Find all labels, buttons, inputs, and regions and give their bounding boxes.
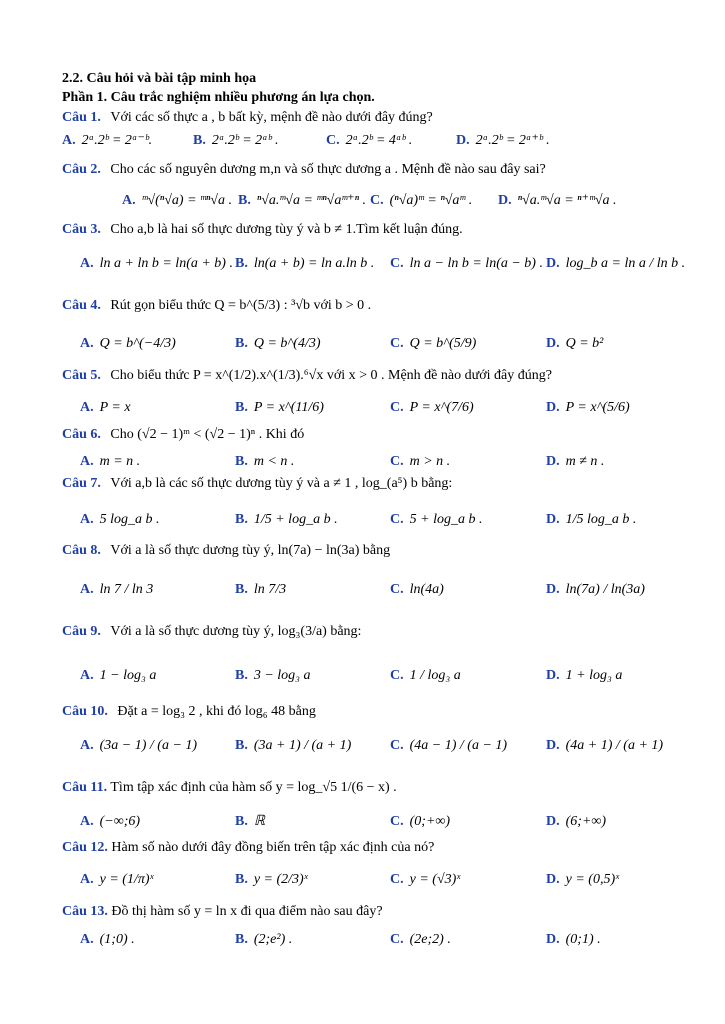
option-d bbox=[456, 133, 550, 149]
option-label: C. bbox=[390, 454, 404, 469]
option-text: m ≠ n . bbox=[565, 454, 605, 469]
option-text: P = x^(5/6) bbox=[565, 400, 630, 415]
option-label: A. bbox=[62, 133, 76, 148]
option-label: D. bbox=[546, 400, 560, 415]
option-a bbox=[80, 932, 135, 948]
option-label: B. bbox=[235, 336, 248, 351]
question-11 bbox=[62, 780, 397, 796]
question-12 bbox=[62, 840, 434, 856]
option-d bbox=[546, 668, 622, 684]
option-a bbox=[62, 133, 152, 149]
question-text: Đặt a = log₃ 2 , khi đó log₆ 48 bằng bbox=[117, 704, 316, 719]
question-label: Câu 12. bbox=[62, 840, 108, 855]
option-d bbox=[546, 872, 619, 888]
question-6 bbox=[62, 427, 304, 443]
option-label: A. bbox=[122, 193, 136, 208]
option-text: 2ᵃ.2ᵇ = 2ᵃᵇ . bbox=[211, 133, 279, 148]
option-text: ln 7 / ln 3 bbox=[99, 582, 154, 597]
option-d bbox=[546, 512, 636, 528]
option-b bbox=[235, 454, 294, 470]
option-d bbox=[546, 814, 606, 830]
option-text: P = x^(11/6) bbox=[253, 400, 324, 415]
option-label: D. bbox=[546, 814, 560, 829]
option-text: y = (0,5)ˣ bbox=[565, 872, 620, 887]
option-label: C. bbox=[390, 932, 404, 947]
option-label: B. bbox=[235, 932, 248, 947]
option-label: D. bbox=[546, 454, 560, 469]
option-label: B. bbox=[235, 738, 248, 753]
option-label: C. bbox=[390, 512, 404, 527]
option-label: B. bbox=[235, 512, 248, 527]
option-label: A. bbox=[80, 814, 94, 829]
option-label: A. bbox=[80, 932, 94, 947]
option-label: A. bbox=[80, 400, 94, 415]
option-label: C. bbox=[390, 738, 404, 753]
question-text: Tìm tập xác định của hàm số y = log_√5 1/(6 − x) . bbox=[110, 780, 397, 795]
option-text: ln 7/3 bbox=[253, 582, 287, 597]
option-d bbox=[546, 738, 663, 754]
question-text: Cho (√2 − 1)ᵐ < (√2 − 1)ⁿ . Khi đó bbox=[110, 427, 305, 442]
option-text: (2e;2) . bbox=[409, 932, 451, 947]
option-label: D. bbox=[546, 738, 560, 753]
option-label: C. bbox=[390, 400, 404, 415]
option-label: B. bbox=[238, 193, 251, 208]
option-text: 3 − log₃ a bbox=[253, 668, 311, 683]
part-heading: Phần 1. Câu trắc nghiệm nhiều phương án lựa chọn. bbox=[62, 90, 375, 105]
option-text: (0;1) . bbox=[565, 932, 601, 947]
option-text: ln(a + b) = ln a.ln b . bbox=[253, 256, 375, 271]
option-b bbox=[235, 336, 321, 352]
option-text: m > n . bbox=[409, 454, 451, 469]
question-label: Câu 9. bbox=[62, 624, 101, 639]
option-label: B. bbox=[235, 872, 248, 887]
option-b bbox=[193, 133, 278, 149]
option-a bbox=[80, 454, 140, 470]
option-label: B. bbox=[235, 814, 248, 829]
question-label: Câu 8. bbox=[62, 543, 101, 558]
option-text: 2ᵃ.2ᵇ = 2ᵃ⁺ᵇ . bbox=[475, 133, 550, 148]
option-d bbox=[546, 454, 604, 470]
option-a bbox=[80, 738, 197, 754]
question-label: Câu 11. bbox=[62, 780, 108, 795]
option-c bbox=[390, 454, 450, 470]
option-text: P = x^(7/6) bbox=[409, 400, 474, 415]
option-a bbox=[80, 512, 160, 528]
option-text: ⁿ√a.ᵐ√a = ᵐⁿ√aᵐ⁺ⁿ . bbox=[256, 193, 366, 208]
option-label: D. bbox=[456, 133, 470, 148]
option-label: C. bbox=[390, 256, 404, 271]
option-text: 1/5 + log_a b . bbox=[253, 512, 338, 527]
option-d bbox=[546, 582, 645, 598]
option-text: (6;+∞) bbox=[565, 814, 607, 829]
option-text: y = (√3)ˣ bbox=[409, 872, 461, 887]
option-text: m < n . bbox=[253, 454, 295, 469]
option-text: 1 / log₃ a bbox=[409, 668, 461, 683]
option-c bbox=[370, 193, 472, 209]
option-label: D. bbox=[498, 193, 512, 208]
option-c bbox=[390, 400, 474, 416]
option-text: 2ᵃ.2ᵇ = 4ᵃᵇ . bbox=[345, 133, 413, 148]
question-8 bbox=[62, 543, 390, 559]
option-text: log_b a = ln a / ln b . bbox=[565, 256, 686, 271]
option-text: m = n . bbox=[99, 454, 141, 469]
option-text: Q = b^(−4/3) bbox=[99, 336, 176, 351]
option-label: D. bbox=[546, 512, 560, 527]
option-d bbox=[546, 400, 630, 416]
option-d bbox=[546, 256, 685, 272]
option-c bbox=[390, 512, 482, 528]
option-label: D. bbox=[546, 668, 560, 683]
question-text: Với các số thực a , b bất kỳ, mệnh đề nào dưới đây đúng? bbox=[110, 110, 433, 125]
question-label: Câu 7. bbox=[62, 476, 101, 491]
option-c bbox=[390, 256, 543, 272]
option-text: (2;e²) . bbox=[253, 932, 293, 947]
option-c bbox=[390, 336, 476, 352]
option-b bbox=[235, 582, 286, 598]
option-label: D. bbox=[546, 872, 560, 887]
option-a bbox=[80, 814, 140, 830]
option-a bbox=[80, 400, 131, 416]
question-2 bbox=[62, 162, 546, 178]
option-text: 1 + log₃ a bbox=[565, 668, 623, 683]
option-label: A. bbox=[80, 738, 94, 753]
option-text: 5 log_a b . bbox=[99, 512, 160, 527]
option-label: D. bbox=[546, 932, 560, 947]
option-label: C. bbox=[390, 814, 404, 829]
option-c bbox=[390, 738, 507, 754]
option-text: (1;0) . bbox=[99, 932, 135, 947]
option-text: ℝ bbox=[253, 814, 265, 829]
question-9 bbox=[62, 624, 361, 640]
question-label: Câu 6. bbox=[62, 427, 101, 442]
option-label: A. bbox=[80, 454, 94, 469]
option-d bbox=[546, 336, 603, 352]
option-text: ln(4a) bbox=[409, 582, 444, 597]
option-text: P = x bbox=[99, 400, 131, 415]
option-text: 1 − log₃ a bbox=[99, 668, 157, 683]
option-text: y = (1/π)ˣ bbox=[99, 872, 154, 887]
option-label: D. bbox=[546, 336, 560, 351]
option-text: (−∞;6) bbox=[99, 814, 141, 829]
option-b bbox=[235, 512, 338, 528]
option-text: (4a − 1) / (a − 1) bbox=[409, 738, 508, 753]
option-text: 1/5 log_a b . bbox=[565, 512, 637, 527]
option-b bbox=[235, 668, 311, 684]
question-text: Rút gọn biểu thức Q = b^(5/3) : ³√b với b > 0 . bbox=[110, 298, 372, 313]
option-text: ᵐ√(ⁿ√a) = ᵐⁿ√a . bbox=[141, 193, 232, 208]
option-b bbox=[235, 738, 351, 754]
option-label: C. bbox=[390, 668, 404, 683]
option-text: (4a + 1) / (a + 1) bbox=[565, 738, 664, 753]
question-text: Cho các số nguyên dương m,n và số thực dương a . Mệnh đề nào sau đây sai? bbox=[110, 162, 546, 177]
option-text: Q = b^(5/9) bbox=[409, 336, 477, 351]
option-c bbox=[390, 814, 450, 830]
option-label: B. bbox=[235, 454, 248, 469]
option-label: B. bbox=[235, 400, 248, 415]
option-text: (0;+∞) bbox=[409, 814, 451, 829]
option-label: D. bbox=[546, 582, 560, 597]
option-text: ln(7a) / ln(3a) bbox=[565, 582, 645, 597]
option-label: A. bbox=[80, 336, 94, 351]
question-label: Câu 3. bbox=[62, 222, 101, 237]
question-text: Cho biểu thức P = x^(1/2).x^(1/3).⁶√x với x > 0 . Mệnh đề nào dưới đây đúng? bbox=[110, 368, 552, 383]
question-7 bbox=[62, 476, 452, 492]
option-label: B. bbox=[193, 133, 206, 148]
option-label: C. bbox=[390, 872, 404, 887]
option-text: Q = b² bbox=[565, 336, 604, 351]
option-label: C. bbox=[390, 336, 404, 351]
question-text: Hàm số nào dưới đây đồng biến trên tập xác định của nó? bbox=[111, 840, 435, 855]
option-label: C. bbox=[390, 582, 404, 597]
option-text: 5 + log_a b . bbox=[409, 512, 483, 527]
option-label: B. bbox=[235, 256, 248, 271]
option-a bbox=[80, 668, 156, 684]
question-label: Câu 5. bbox=[62, 368, 101, 383]
option-a bbox=[80, 582, 153, 598]
option-label: A. bbox=[80, 512, 94, 527]
option-label: B. bbox=[235, 582, 248, 597]
question-text: Với a là số thực dương tùy ý, ln(7a) − ln(3a) bằng bbox=[110, 543, 391, 558]
option-label: D. bbox=[546, 256, 560, 271]
question-13 bbox=[62, 904, 383, 920]
option-b bbox=[235, 872, 308, 888]
option-b bbox=[235, 256, 374, 272]
option-text: ln a + ln b = ln(a + b) . bbox=[99, 256, 233, 271]
option-text: (3a − 1) / (a − 1) bbox=[99, 738, 198, 753]
option-a bbox=[80, 256, 233, 272]
question-5 bbox=[62, 368, 552, 384]
option-c bbox=[326, 133, 412, 149]
option-label: A. bbox=[80, 872, 94, 887]
option-c bbox=[390, 582, 444, 598]
question-text: Với a là số thực dương tùy ý, log₃(3/a) bằng: bbox=[110, 624, 362, 639]
option-label: A. bbox=[80, 256, 94, 271]
question-text: Với a,b là các số thực dương tùy ý và a ≠ 1 , log_(a⁵) b bằng: bbox=[110, 476, 453, 491]
option-label: C. bbox=[326, 133, 340, 148]
question-text: Đồ thị hàm số y = ln x đi qua điểm nào sau đây? bbox=[111, 904, 383, 919]
option-text: Q = b^(4/3) bbox=[253, 336, 321, 351]
option-text: ln a − ln b = ln(a − b) . bbox=[409, 256, 543, 271]
question-label: Câu 4. bbox=[62, 298, 101, 313]
option-text: (3a + 1) / (a + 1) bbox=[253, 738, 352, 753]
question-3 bbox=[62, 222, 463, 238]
question-label: Câu 1. bbox=[62, 110, 101, 125]
option-label: C. bbox=[370, 193, 384, 208]
question-10 bbox=[62, 704, 316, 720]
question-label: Câu 10. bbox=[62, 704, 108, 719]
option-text: 2ᵃ.2ᵇ = 2ᵃ⁻ᵇ. bbox=[81, 133, 153, 148]
option-d bbox=[546, 932, 601, 948]
option-text: ⁿ√a.ᵐ√a = ⁿ⁺ᵐ√a . bbox=[517, 193, 617, 208]
option-c bbox=[390, 872, 460, 888]
option-d bbox=[498, 193, 617, 209]
option-c bbox=[390, 932, 451, 948]
option-b bbox=[235, 400, 324, 416]
option-text: (ⁿ√a)ᵐ = ⁿ√aᵐ . bbox=[389, 193, 473, 208]
option-label: A. bbox=[80, 668, 94, 683]
option-b bbox=[235, 814, 265, 830]
option-b bbox=[238, 193, 366, 209]
question-4 bbox=[62, 298, 371, 314]
option-text: y = (2/3)ˣ bbox=[253, 872, 308, 887]
option-a bbox=[80, 336, 176, 352]
option-c bbox=[390, 668, 461, 684]
question-1 bbox=[62, 110, 433, 126]
question-label: Câu 2. bbox=[62, 162, 101, 177]
option-label: B. bbox=[235, 668, 248, 683]
option-b bbox=[235, 932, 292, 948]
option-label: A. bbox=[80, 582, 94, 597]
section-heading: 2.2. Câu hỏi và bài tập minh họa bbox=[62, 71, 257, 86]
option-a bbox=[122, 193, 232, 209]
option-a bbox=[80, 872, 153, 888]
question-text: Cho a,b là hai số thực dương tùy ý và b ≠ 1.Tìm kết luận đúng. bbox=[110, 222, 463, 237]
question-label: Câu 13. bbox=[62, 904, 108, 919]
